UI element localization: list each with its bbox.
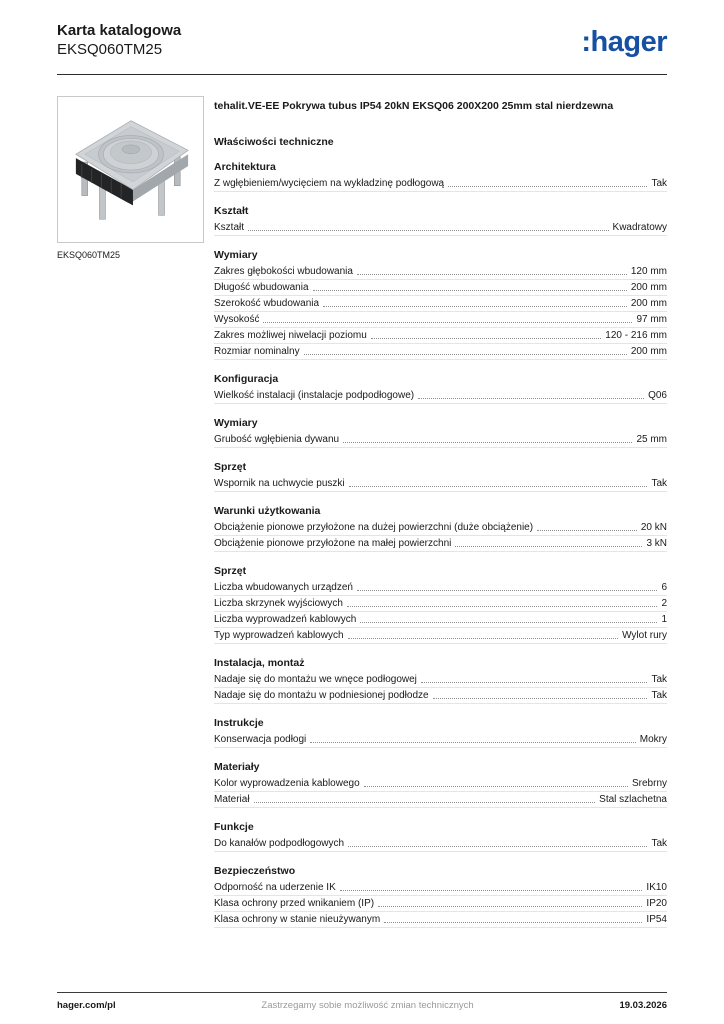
spec-row xyxy=(214,296,667,312)
spec-section xyxy=(214,417,667,448)
spec-value: Tak xyxy=(651,689,667,701)
spec-value: 2 xyxy=(661,597,667,609)
spec-row xyxy=(214,688,667,704)
spec-section xyxy=(214,657,667,704)
spec-value: Kwadratowy xyxy=(612,221,667,233)
spec-label: Z wgłębieniem/wycięciem na wykładzinę podłogową xyxy=(214,177,445,189)
spec-value: 1 xyxy=(661,613,667,625)
spec-value: 3 kN xyxy=(646,537,667,549)
dotted-leader xyxy=(323,306,627,307)
dotted-leader xyxy=(248,230,609,231)
dotted-leader xyxy=(313,290,627,291)
spec-section-title: Wymiary xyxy=(214,248,258,261)
spec-section xyxy=(214,505,667,552)
spec-value: 120 - 216 mm xyxy=(605,329,667,341)
dotted-leader xyxy=(263,322,632,323)
product-lid-knob xyxy=(122,145,140,154)
spec-label: Nadaje się do montażu we wnęce podłogowej xyxy=(214,673,417,685)
page-footer xyxy=(57,992,667,1011)
spec-row xyxy=(214,896,667,912)
spec-label: Liczba wyprowadzeń kablowych xyxy=(214,613,357,625)
dotted-leader xyxy=(347,606,658,607)
spec-section-title: Funkcje xyxy=(214,820,254,833)
spec-section xyxy=(214,717,667,748)
spec-label: Odporność na uderzenie IK xyxy=(214,881,336,893)
spec-value: Wylot rury xyxy=(622,629,667,641)
spec-label: Nadaje się do montażu w podniesionej podłodze xyxy=(214,689,429,701)
dotted-leader xyxy=(254,802,596,803)
spec-row xyxy=(214,264,667,280)
spec-value: 25 mm xyxy=(636,433,667,445)
dotted-leader xyxy=(340,890,643,891)
header-titles xyxy=(57,22,181,60)
spec-row xyxy=(214,880,667,896)
dotted-leader xyxy=(310,742,635,743)
spec-section-title: Kształt xyxy=(214,204,249,217)
dotted-leader xyxy=(384,922,642,923)
spec-label: Obciążenie pionowe przyłożone na dużej powierzchni (duże obciążenie) xyxy=(214,521,534,533)
spec-label: Liczba skrzynek wyjściowych xyxy=(214,597,343,609)
footer-website-link[interactable]: hager.com/pl xyxy=(57,1000,116,1011)
spec-row xyxy=(214,628,667,644)
spec-section-title: Architektura xyxy=(214,160,276,173)
dotted-leader xyxy=(349,486,648,487)
spec-section xyxy=(214,373,667,404)
product-image-frame xyxy=(57,96,204,243)
spec-label: Do kanałów podpodłogowych xyxy=(214,837,345,849)
spec-value: 6 xyxy=(661,581,667,593)
spec-value: 20 kN xyxy=(640,521,667,533)
spec-sections xyxy=(214,161,667,928)
main-content xyxy=(57,96,667,928)
spec-section-title: Instrukcje xyxy=(214,716,264,729)
product-image-column xyxy=(57,96,205,928)
spec-value: IK10 xyxy=(646,881,667,893)
spec-section-title: Wymiary xyxy=(214,416,258,429)
spec-label: Kolor wyprowadzenia kablowego xyxy=(214,777,360,789)
dotted-leader xyxy=(537,530,637,531)
spec-row xyxy=(214,220,667,236)
dotted-leader xyxy=(371,338,601,339)
footer-date: 19.03.2026 xyxy=(619,1000,667,1011)
dotted-leader xyxy=(364,786,628,787)
dotted-leader xyxy=(433,698,648,699)
spec-section-title: Materiały xyxy=(214,760,260,773)
dotted-leader xyxy=(360,622,657,623)
page-header xyxy=(57,22,667,75)
spec-section-title: Bezpieczeństwo xyxy=(214,864,296,877)
spec-row xyxy=(214,476,667,492)
spec-row xyxy=(214,912,667,928)
spec-row xyxy=(214,344,667,360)
spec-column xyxy=(205,96,667,928)
spec-label: Grubość wgłębienia dywanu xyxy=(214,433,340,445)
dotted-leader xyxy=(304,354,627,355)
spec-row xyxy=(214,672,667,688)
spec-value: 200 mm xyxy=(630,345,667,357)
spec-label: Zakres głębokości wbudowania xyxy=(214,265,353,277)
spec-value: Tak xyxy=(651,477,667,489)
spec-section xyxy=(214,461,667,492)
footer-disclaimer: Zastrzegamy sobie możliwość zmian technicznych xyxy=(261,1000,474,1011)
spec-value: IP54 xyxy=(646,913,667,925)
spec-row xyxy=(214,792,667,808)
spec-value: Stal szlachetna xyxy=(599,793,667,805)
dotted-leader xyxy=(343,442,632,443)
spec-section xyxy=(214,161,667,192)
product-image-caption: EKSQ060TM25 xyxy=(57,249,121,260)
product-code: EKSQ060TM25 xyxy=(57,40,163,58)
spec-section-title: Warunki użytkowania xyxy=(214,504,321,517)
spec-row xyxy=(214,776,667,792)
spec-row xyxy=(214,596,667,612)
technical-properties-heading: Właściwości techniczne xyxy=(214,135,334,148)
spec-label: Liczba wbudowanych urządzeń xyxy=(214,581,353,593)
spec-label: Szerokość wbudowania xyxy=(214,297,320,309)
spec-section xyxy=(214,249,667,360)
spec-label: Wspornik na uchwycie puszki xyxy=(214,477,345,489)
dotted-leader xyxy=(448,186,647,187)
spec-label: Wielkość instalacji (instalacje podpodłogowe) xyxy=(214,389,415,401)
spec-label: Klasa ochrony w stanie nieużywanym xyxy=(214,913,381,925)
spec-row xyxy=(214,176,667,192)
dotted-leader xyxy=(455,546,642,547)
spec-section-title: Sprzęt xyxy=(214,460,247,473)
spec-label: Typ wyprowadzeń kablowych xyxy=(214,629,344,641)
spec-row xyxy=(214,612,667,628)
spec-row xyxy=(214,388,667,404)
spec-row xyxy=(214,732,667,748)
spec-label: Konserwacja podłogi xyxy=(214,733,307,745)
spec-value: 97 mm xyxy=(636,313,667,325)
dotted-leader xyxy=(348,846,647,847)
product-image xyxy=(62,105,200,233)
dotted-leader xyxy=(421,682,648,683)
spec-section xyxy=(214,865,667,928)
dotted-leader xyxy=(357,274,627,275)
spec-value: Mokry xyxy=(639,733,667,745)
spec-row xyxy=(214,432,667,448)
dotted-leader xyxy=(378,906,642,907)
dotted-leader xyxy=(418,398,644,399)
spec-row xyxy=(214,280,667,296)
product-title: tehalit.VE-EE Pokrywa tubus IP54 20kN EKSQ06 200X200 25mm stal nierdzewna xyxy=(214,99,614,112)
spec-row xyxy=(214,580,667,596)
spec-section-title: Instalacja, montaż xyxy=(214,656,305,669)
spec-row xyxy=(214,836,667,852)
spec-section xyxy=(214,761,667,808)
spec-row xyxy=(214,536,667,552)
spec-section-title: Sprzęt xyxy=(214,564,247,577)
spec-label: Obciążenie pionowe przyłożone na małej powierzchni xyxy=(214,537,452,549)
spec-value: Tak xyxy=(651,177,667,189)
hager-logo: :hager xyxy=(581,26,667,58)
spec-value: Srebrny xyxy=(631,777,667,789)
spec-section xyxy=(214,821,667,852)
spec-value: Q06 xyxy=(648,389,667,401)
spec-label: Wysokość xyxy=(214,313,260,325)
spec-value: IP20 xyxy=(646,897,667,909)
spec-value: Tak xyxy=(651,837,667,849)
spec-section-title: Konfiguracja xyxy=(214,372,279,385)
spec-label: Rozmiar nominalny xyxy=(214,345,300,357)
spec-value: Tak xyxy=(651,673,667,685)
spec-label: Zakres możliwej niwelacji poziomu xyxy=(214,329,367,341)
spec-label: Klasa ochrony przed wnikaniem (IP) xyxy=(214,897,375,909)
spec-value: 200 mm xyxy=(630,297,667,309)
dotted-leader xyxy=(357,590,657,591)
spec-section xyxy=(214,205,667,236)
dotted-leader xyxy=(348,638,619,639)
spec-label: Długość wbudowania xyxy=(214,281,309,293)
spec-row xyxy=(214,520,667,536)
spec-label: Materiał xyxy=(214,793,250,805)
spec-label: Kształt xyxy=(214,221,245,233)
spec-row xyxy=(214,312,667,328)
document-type-title: Karta katalogowa xyxy=(57,22,182,39)
spec-section xyxy=(214,565,667,644)
spec-row xyxy=(214,328,667,344)
spec-value: 200 mm xyxy=(630,281,667,293)
spec-value: 120 mm xyxy=(630,265,667,277)
